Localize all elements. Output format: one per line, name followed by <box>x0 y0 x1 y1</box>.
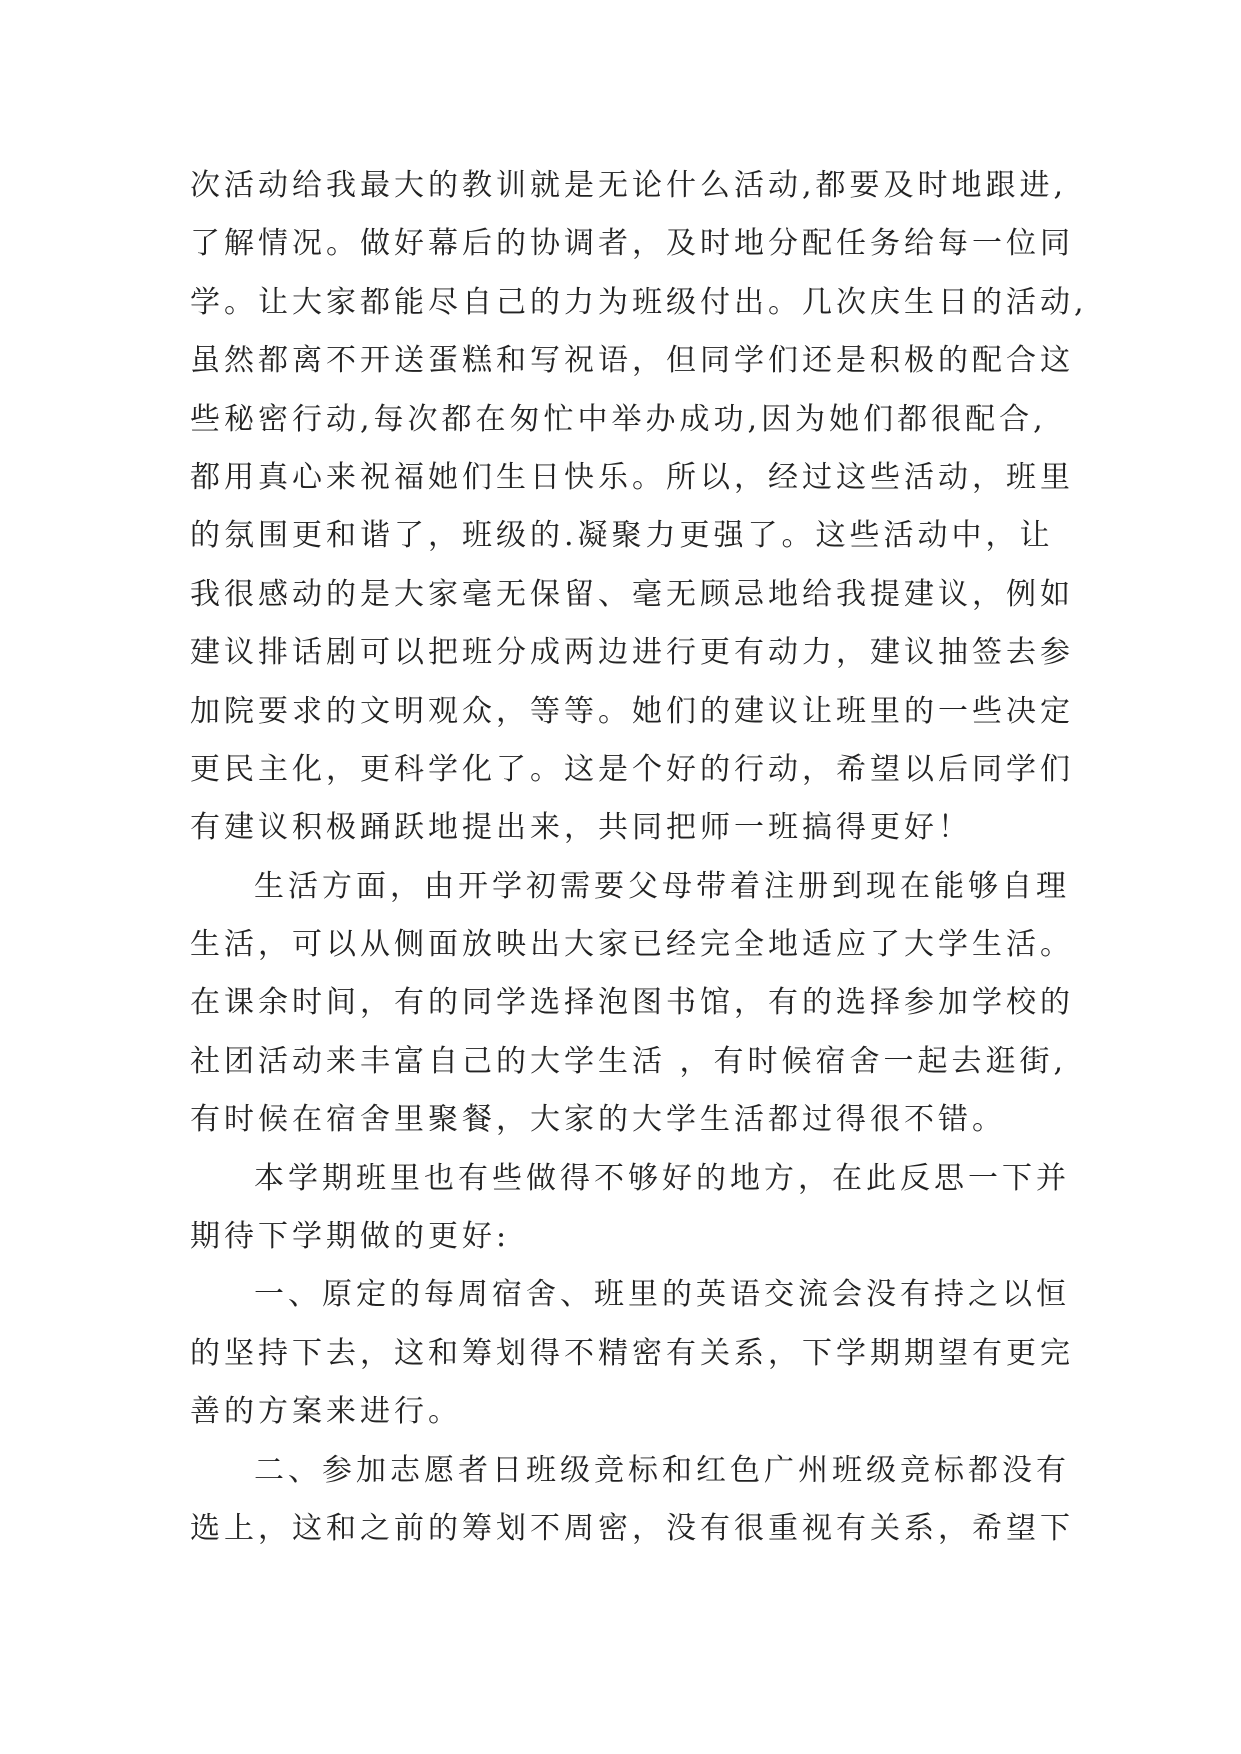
text-line: 都用真心来祝福她们生日快乐。所以，经过这些活动，班里 <box>190 459 1074 495</box>
text-line: 社团活动来丰富自己的大学生活 ，有时候宿舍一起去逛街, <box>190 1043 1068 1079</box>
text-line: 的坚持下去，这和筹划得不精密有关系，下学期期望有更完 <box>190 1335 1074 1371</box>
paragraph-first-line: 一、原定的每周宿舍、班里的英语交流会没有持之以恒 <box>254 1277 1070 1313</box>
text-line: 学。让大家都能尽自己的力为班级付出。几次庆生日的活动, <box>190 284 1088 320</box>
text-line: 生活，可以从侧面放映出大家已经完全地适应了大学生活。 <box>190 927 1074 963</box>
paragraph-first-line: 二、参加志愿者日班级竞标和红色广州班级竞标都没有 <box>254 1452 1070 1488</box>
text-line: 有建议积极踊跃地提出来，共同把师一班搞得更好！ <box>190 810 972 846</box>
text-line: 更民主化，更科学化了。这是个好的行动，希望以后同学们 <box>190 751 1074 787</box>
text-line: 在课余时间，有的同学选择泡图书馆，有的选择参加学校的 <box>190 985 1074 1021</box>
document-body <box>190 157 1088 1558</box>
paragraph-first-line: 本学期班里也有些做得不够好的地方，在此反思一下并 <box>254 1160 1070 1196</box>
text-line: 次活动给我最大的教训就是无论什么活动,都要及时地跟进, <box>190 168 1068 203</box>
text-line: 期待下学期做的更好: <box>190 1219 511 1255</box>
text-line: 虽然都离不开送蛋糕和写祝语，但同学们还是积极的配合这 <box>190 343 1074 379</box>
text-line: 我很感动的是大家毫无保留、毫无顾忌地给我提建议，例如 <box>190 576 1074 612</box>
text-line: 建议排话剧可以把班分成两边进行更有动力，建议抽签去参 <box>190 635 1074 671</box>
text-line: 些秘密行动,每次都在匆忙中举办成功,因为她们都很配合, <box>190 401 1047 437</box>
text-line: 的氛围更和谐了，班级的.凝聚力更强了。这些活动中，让 <box>190 518 1054 554</box>
text-line: 选上，这和之前的筹划不周密，没有很重视有关系，希望下 <box>190 1510 1074 1546</box>
text-line: 加院要求的文明观众，等等。她们的建议让班里的一些决定 <box>190 693 1074 729</box>
text-line: 有时候在宿舍里聚餐，大家的大学生活都过得很不错。 <box>190 1102 1006 1138</box>
paragraph-first-line: 生活方面，由开学初需要父母带着注册到现在能够自理 <box>254 868 1070 904</box>
text-line: 了解情况。做好幕后的协调者，及时地分配任务给每一位同 <box>190 226 1074 262</box>
text-line: 善的方案来进行。 <box>190 1394 462 1430</box>
